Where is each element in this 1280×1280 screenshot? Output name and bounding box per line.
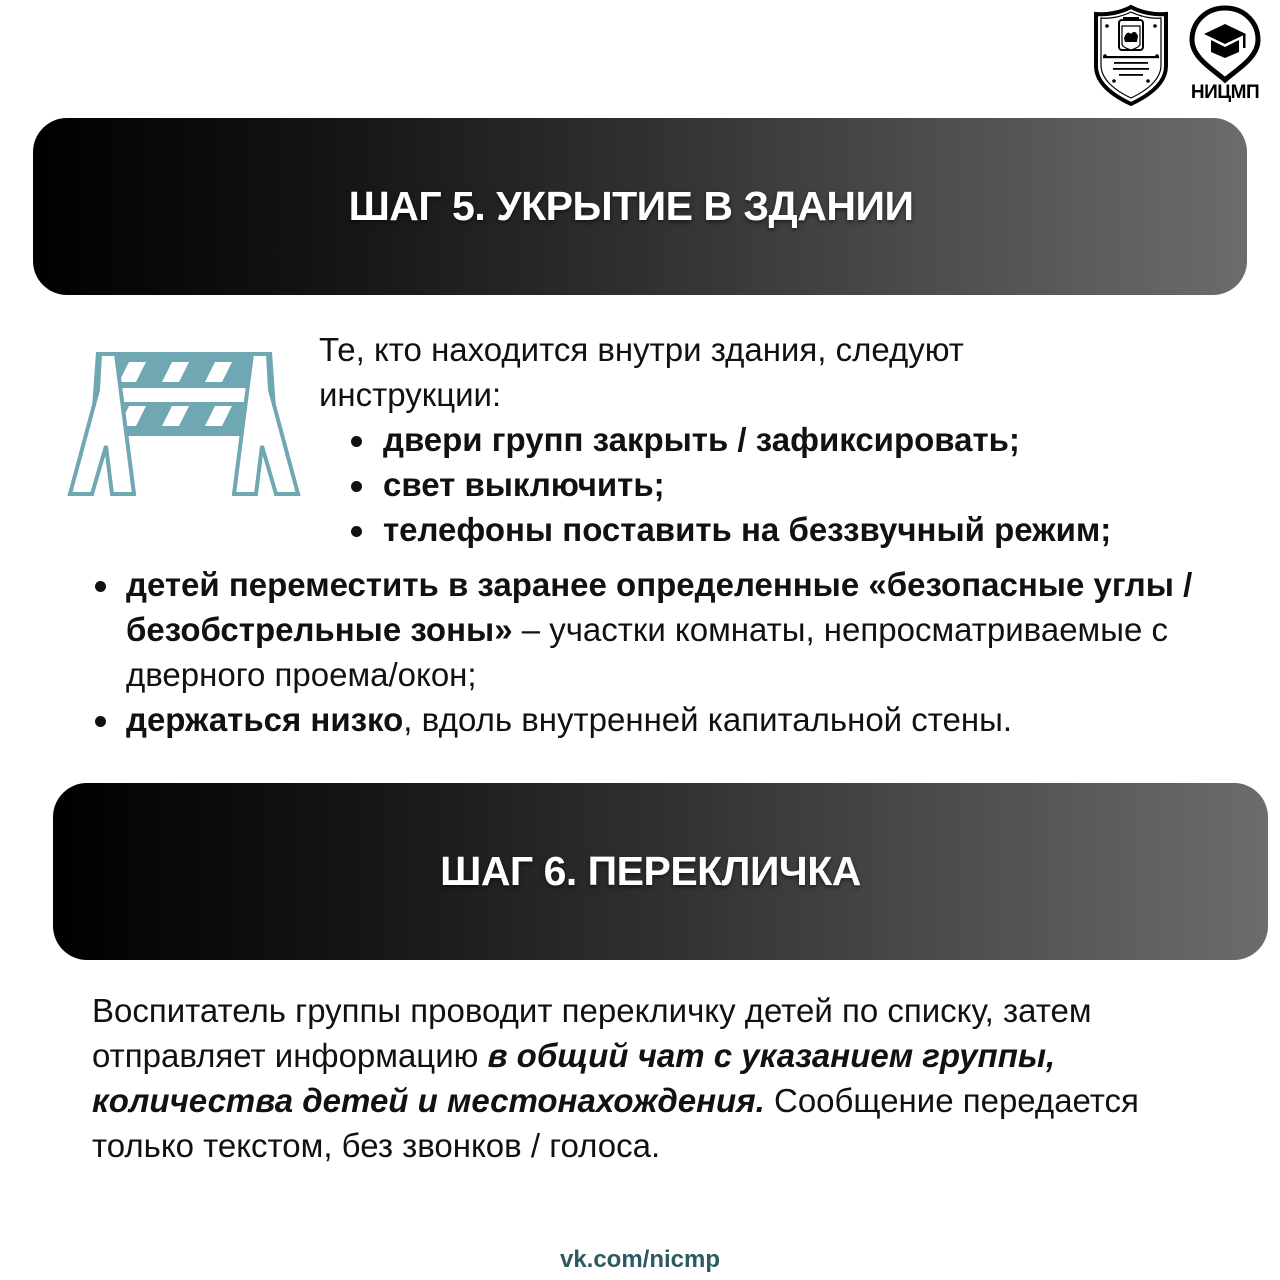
step6-text-part2: Сообщение передается только текстом, без звонков / голоса. (92, 1082, 1139, 1164)
list-item-rest: – участки комнаты, непросматриваемые с дверного проема/окон; (126, 611, 1168, 693)
step6-text-part1: Воспитатель группы проводит перекличку детей по списку, затем отправляет информацию (92, 992, 1092, 1074)
nicmp-logo-label: НИЦМП (1190, 82, 1260, 103)
list-item (62, 697, 1212, 742)
list-item: свет выключить; (319, 462, 1219, 507)
step5-title: ШАГ 5. УКРЫТИЕ В ЗДАНИИ (348, 183, 914, 229)
graduation-cap-map-pin-icon (1178, 4, 1272, 84)
step6-title: ШАГ 6. ПЕРЕКЛИЧКА (440, 848, 861, 894)
list-item: двери групп закрыть / зафиксировать; (319, 417, 1219, 462)
list-item: телефоны поставить на беззвучный режим; (319, 507, 1219, 552)
step5-intro-line2: инструкции: (319, 376, 502, 413)
nicmp-logo (1178, 4, 1272, 106)
step5-intro (319, 327, 1219, 417)
list-item (62, 562, 1212, 697)
road-barricade-icon (66, 350, 302, 498)
vk-link[interactable]: vk.com/nicmp (559, 1246, 721, 1273)
step6-banner (53, 783, 1268, 960)
header-logos (1092, 4, 1272, 106)
step5-banner (33, 118, 1247, 295)
list-item-bold: держаться низко (126, 701, 404, 738)
step6-paragraph (92, 988, 1212, 1168)
list-item-bold: детей переместить в заранее определенные «безопасные углы / безобстрельные зоны» (126, 566, 1193, 648)
step6-text-emphasis: в общий чат с указанием группы, количества детей и местонахождения. (92, 1037, 1056, 1119)
anti-terror-commission-shield-icon (1092, 4, 1170, 106)
list-item-rest: , вдоль внутренней капитальной стены. (403, 701, 1012, 738)
step5-intro-line1: Те, кто находится внутри здания, следуют (319, 331, 964, 368)
step5-sublist (319, 417, 1219, 552)
step5-mainlist (62, 562, 1212, 742)
